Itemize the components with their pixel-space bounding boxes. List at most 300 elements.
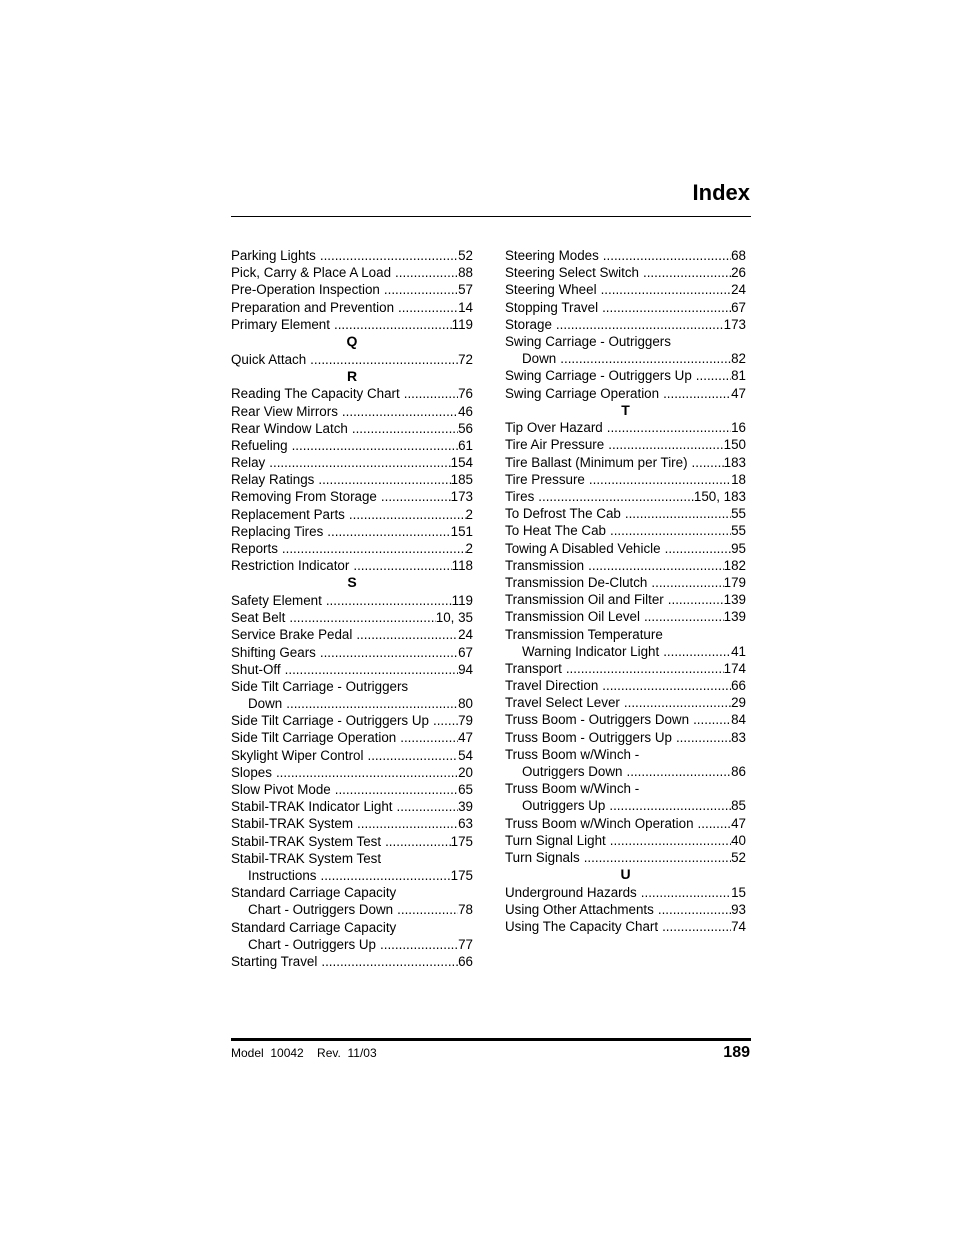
dot-leader: [356, 626, 458, 643]
index-entry-page: 52: [731, 849, 746, 865]
index-entry-page: 84: [731, 712, 746, 728]
dot-leader: [566, 660, 724, 677]
dot-leader: [384, 281, 458, 298]
index-entry-page: 86: [731, 764, 746, 780]
dot-leader: [610, 832, 731, 849]
index-entry: [505, 797, 746, 814]
index-entry-page: 88: [458, 265, 473, 281]
index-entry-label: Stopping Travel: [505, 299, 599, 315]
dot-leader: [663, 643, 731, 660]
dot-leader: [398, 299, 458, 316]
index-entry-page: 57: [458, 282, 473, 298]
index-entry-page: 65: [458, 782, 473, 798]
dot-leader: [662, 918, 731, 935]
dot-leader: [651, 574, 723, 591]
index-entry: [231, 385, 473, 402]
index-entry: [231, 592, 473, 609]
index-entry-page: 175: [450, 867, 473, 883]
index-entry-page: 68: [731, 248, 746, 263]
index-entry-label: Skylight Wiper Control: [231, 747, 364, 763]
index-entry-label: Chart - Outriggers Down: [248, 902, 394, 918]
index-entry-page: 85: [731, 798, 746, 814]
index-entry-page: 24: [731, 282, 746, 298]
index-entry-label: Down: [522, 351, 557, 367]
index-entry-label: Towing A Disabled Vehicle: [505, 540, 661, 556]
dot-leader: [609, 797, 731, 814]
index-entry: [231, 712, 473, 729]
dot-leader: [603, 247, 731, 264]
index-entry-page: 63: [458, 816, 473, 832]
index-entry: [231, 281, 473, 298]
index-entry-page: 61: [458, 437, 473, 453]
index-entry-label: Side Tilt Carriage - Outriggers: [231, 678, 409, 694]
index-entry-heading: [505, 626, 746, 643]
index-entry-page: 81: [731, 368, 746, 384]
index-entry-page: 139: [723, 592, 746, 608]
index-entry: [231, 351, 473, 368]
dot-leader: [380, 936, 458, 953]
index-entry-page: 72: [458, 351, 473, 367]
index-entry-label: Reading The Capacity Chart: [231, 386, 400, 402]
footer-model-revision: Model 10042 Rev. 11/03: [231, 1046, 377, 1060]
index-entry-label: Quick Attach: [231, 351, 307, 367]
index-entry-page: 174: [723, 660, 746, 676]
dot-leader: [538, 488, 694, 505]
index-entry-page: 150, 183: [693, 489, 746, 505]
index-entry: [505, 264, 746, 281]
index-entry-label: Steering Modes: [505, 248, 599, 263]
dot-leader: [286, 695, 458, 712]
index-entry-page: 16: [731, 420, 746, 436]
dot-leader: [318, 471, 450, 488]
index-entry-page: 175: [450, 833, 473, 849]
index-entry-page: 47: [458, 730, 473, 746]
dot-leader: [276, 764, 458, 781]
dot-leader: [349, 506, 466, 523]
index-entry-heading: [505, 746, 746, 763]
dot-leader: [663, 385, 731, 402]
index-entry-page: 26: [731, 265, 746, 281]
index-entry-heading: [231, 678, 473, 695]
index-entry-label: Warning Indicator Light: [522, 643, 660, 659]
dot-leader: [381, 488, 451, 505]
index-entry-page: 2: [465, 506, 473, 522]
dot-leader: [665, 540, 732, 557]
index-entry-label: Transmission Oil Level: [505, 609, 640, 625]
dot-leader: [668, 591, 724, 608]
index-entry-label: Outriggers Up: [522, 798, 606, 814]
index-entry: [231, 454, 473, 471]
index-entry: [231, 781, 473, 798]
index-entry-page: 2: [465, 541, 473, 556]
dot-leader: [608, 436, 723, 453]
dot-leader: [400, 729, 458, 746]
index-entry: [231, 695, 473, 712]
index-entry: [505, 677, 746, 694]
dot-leader: [320, 247, 458, 264]
index-entry: [505, 316, 746, 333]
index-entry: [231, 661, 473, 678]
index-entry: [505, 694, 746, 711]
index-entry-page: 29: [731, 695, 746, 711]
index-entry-page: 41: [731, 643, 746, 659]
index-entry-page: 67: [731, 299, 746, 315]
index-entry-page: 185: [450, 472, 473, 488]
index-entry: [505, 849, 746, 866]
index-section-letter: R: [346, 367, 358, 384]
index-entry-page: 15: [731, 884, 746, 900]
index-entry: [505, 574, 746, 591]
dot-leader: [404, 385, 458, 402]
index-entry-label: Truss Boom - Outriggers Down: [505, 712, 690, 728]
dot-leader: [589, 471, 731, 488]
index-entry-page: 94: [458, 661, 473, 677]
index-entry: [231, 264, 473, 281]
index-entry-label: Truss Boom - Outriggers Up: [505, 729, 672, 745]
dot-leader: [285, 661, 458, 678]
index-entry-page: 95: [731, 540, 746, 556]
index-entry-label: Replacement Parts: [231, 506, 345, 522]
index-entry: [231, 747, 473, 764]
index-entry-page: 119: [451, 316, 473, 332]
index-entry: [231, 247, 473, 264]
dot-leader: [607, 419, 731, 436]
dot-leader: [397, 798, 459, 815]
index-entry-label: Using Other Attachments: [505, 901, 654, 917]
index-entry-label: Replacing Tires: [231, 523, 324, 539]
index-entry-label: Starting Travel: [231, 953, 318, 969]
dot-leader: [335, 781, 458, 798]
dot-leader: [310, 351, 458, 368]
index-entry: [231, 609, 473, 626]
index-entry-label: Tires: [505, 489, 535, 505]
index-entry-label: Truss Boom w/Winch -: [505, 746, 640, 762]
index-entry: [231, 936, 473, 953]
index-entry: [505, 299, 746, 316]
index-entry: [231, 798, 473, 815]
index-entry: [505, 522, 746, 539]
index-entry-page: 173: [450, 489, 473, 505]
index-entry-label: Transport: [505, 660, 562, 676]
dot-leader: [342, 403, 458, 420]
dot-leader: [698, 815, 732, 832]
index-entry: [231, 506, 473, 523]
index-entry: [231, 403, 473, 420]
index-entry-label: Rear View Mirrors: [231, 403, 338, 419]
index-entry: [505, 832, 746, 849]
index-entry: [231, 488, 473, 505]
index-entry: [505, 918, 746, 935]
index-entry: [505, 729, 746, 746]
index-entry-page: 66: [731, 678, 746, 694]
index-entry: [505, 608, 746, 625]
index-entry-label: Underground Hazards: [505, 884, 637, 900]
dot-leader: [321, 953, 458, 970]
index-entry: [505, 471, 746, 488]
dot-leader: [644, 608, 724, 625]
index-entry-page: 83: [731, 729, 746, 745]
index-entry: [231, 626, 473, 643]
index-entry-heading: [231, 850, 473, 867]
index-entry-page: 40: [731, 832, 746, 848]
index-entry: [505, 763, 746, 780]
index-entry: [231, 644, 473, 661]
index-entry-label: Stabil-TRAK System: [231, 816, 354, 832]
index-entry-page: 55: [731, 506, 746, 522]
footer-rule: [231, 1038, 751, 1041]
index-entry-page: 74: [731, 919, 746, 935]
header-rule: [231, 216, 751, 217]
index-entry-heading: [505, 780, 746, 797]
index-entry-label: Standard Carriage Capacity: [231, 885, 397, 901]
index-entry-label: Slopes: [231, 764, 272, 780]
index-entry-label: Transmission Oil and Filter: [505, 592, 664, 608]
index-entry-label: Shifting Gears: [231, 644, 316, 660]
index-entry-label: Outriggers Down: [522, 764, 623, 780]
dot-leader: [327, 523, 450, 540]
index-entry-label: To Defrost The Cab: [505, 506, 621, 522]
index-entry-label: Removing From Storage: [231, 489, 377, 505]
dot-leader: [289, 609, 435, 626]
index-entry-label: Transmission Temperature: [505, 626, 663, 642]
index-entry-label: Down: [248, 696, 283, 712]
index-entry-label: Pre-Operation Inspection: [231, 282, 380, 298]
index-entry-label: Relay: [231, 455, 266, 471]
index-entry-page: 52: [458, 248, 473, 263]
dot-leader: [610, 522, 731, 539]
index-entry: [505, 815, 746, 832]
index-entry-heading: [231, 884, 473, 901]
index-entry-label: Steering Select Switch: [505, 265, 639, 281]
index-entry-label: Truss Boom w/Winch -: [505, 781, 640, 797]
index-column-right: [505, 247, 746, 935]
index-section-letter: Q: [346, 332, 358, 349]
dot-leader: [556, 316, 724, 333]
index-entry: [505, 591, 746, 608]
dot-leader: [601, 281, 732, 298]
index-entry-label: Side Tilt Carriage Operation: [231, 730, 397, 746]
index-entry: [231, 437, 473, 454]
dot-leader: [625, 505, 731, 522]
dot-leader: [320, 867, 450, 884]
index-entry-label: Preparation and Prevention: [231, 299, 395, 315]
index-entry-page: 55: [731, 523, 746, 539]
index-entry-label: Stabil-TRAK Indicator Light: [231, 799, 393, 815]
index-entry-label: Tire Ballast (Minimum per Tire): [505, 454, 688, 470]
index-entry-label: Using The Capacity Chart: [505, 919, 659, 935]
index-entry-label: Tip Over Hazard: [505, 420, 603, 436]
index-entry: [505, 247, 746, 264]
index-entry-label: Stabil-TRAK System Test: [231, 833, 382, 849]
index-entry-label: Truss Boom w/Winch Operation: [505, 815, 694, 831]
index-entry: [231, 523, 473, 540]
index-entry-page: 173: [723, 316, 746, 332]
index-entry-label: Swing Carriage - Outriggers Up: [505, 368, 692, 384]
dot-leader: [641, 884, 731, 901]
index-entry-label: Tire Air Pressure: [505, 437, 605, 453]
index-entry-label: Safety Element: [231, 592, 322, 608]
index-entry: [231, 953, 473, 970]
index-entry: [505, 454, 746, 471]
index-entry: [231, 833, 473, 850]
dot-leader: [584, 849, 731, 866]
index-entry: [231, 867, 473, 884]
index-entry: [505, 884, 746, 901]
index-entry: [231, 299, 473, 316]
index-section-letter: S: [347, 574, 357, 591]
index-entry-page: 139: [723, 609, 746, 625]
index-entry-label: Primary Element: [231, 316, 330, 332]
index-entry-page: 66: [458, 953, 473, 969]
index-entry: [231, 420, 473, 437]
index-entry-page: 80: [458, 696, 473, 712]
dot-leader: [292, 437, 459, 454]
index-entry-label: Standard Carriage Capacity: [231, 919, 397, 935]
dot-leader: [320, 644, 458, 661]
index-entry-page: 77: [458, 936, 473, 952]
index-entry: [505, 419, 746, 436]
index-section-letter: T: [621, 401, 630, 418]
index-entry: [231, 764, 473, 781]
index-entry-page: 56: [458, 420, 473, 436]
index-entry-page: 118: [451, 558, 473, 574]
index-entry-page: 14: [458, 299, 473, 315]
dot-leader: [560, 350, 731, 367]
index-entry: [231, 557, 473, 574]
index-entry-label: Turn Signals: [505, 849, 580, 865]
dot-leader: [624, 694, 731, 711]
index-section-letter: U: [620, 866, 631, 883]
index-entry-page: 182: [723, 557, 746, 573]
index-entry-label: Transmission De-Clutch: [505, 574, 648, 590]
index-entry-page: 151: [450, 523, 473, 539]
index-entry-label: Instructions: [248, 867, 317, 883]
index-entry: [231, 901, 473, 918]
index-entry: [231, 316, 473, 333]
index-entry-page: 18: [731, 471, 746, 487]
dot-leader: [385, 833, 451, 850]
index-entry-page: 82: [731, 351, 746, 367]
index-entry-label: Travel Select Lever: [505, 695, 620, 711]
index-entry-heading: [231, 919, 473, 936]
index-entry-label: Stabil-TRAK System Test: [231, 850, 382, 866]
index-entry-page: 47: [731, 815, 746, 831]
index-entry-page: 150: [723, 437, 746, 453]
index-entry-label: Storage: [505, 316, 552, 332]
index-entry-label: Parking Lights: [231, 248, 316, 263]
dot-leader: [367, 747, 458, 764]
index-entry-label: Turn Signal Light: [505, 832, 606, 848]
index-entry-page: 76: [458, 386, 473, 402]
dot-leader: [626, 763, 731, 780]
dot-leader: [334, 316, 452, 333]
dot-leader: [395, 264, 458, 281]
index-entry-label: Service Brake Pedal: [231, 627, 353, 643]
dot-leader: [357, 815, 458, 832]
index-entry: [505, 901, 746, 918]
dot-leader: [282, 540, 466, 557]
page-number: 189: [723, 1044, 750, 1061]
index-entry-page: 10, 35: [435, 610, 473, 626]
index-entry: [231, 471, 473, 488]
index-entry-label: Pick, Carry & Place A Load: [231, 265, 392, 281]
index-column-left: [231, 247, 473, 970]
index-entry-label: Swing Carriage Operation: [505, 385, 660, 401]
index-entry-page: 39: [458, 799, 473, 815]
index-entry-page: 20: [458, 764, 473, 780]
index-entry-page: 79: [458, 713, 473, 729]
dot-leader: [602, 299, 731, 316]
index-entry-page: 119: [451, 592, 473, 608]
index-entry: [505, 488, 746, 505]
dot-leader: [352, 420, 458, 437]
dot-leader: [353, 557, 451, 574]
index-entry: [505, 711, 746, 728]
index-entry: [505, 643, 746, 660]
index-entry-label: Relay Ratings: [231, 472, 315, 488]
index-entry-label: To Heat The Cab: [505, 523, 606, 539]
index-entry-label: Travel Direction: [505, 678, 599, 694]
index-entry: [505, 660, 746, 677]
index-entry-page: 183: [723, 454, 746, 470]
dot-leader: [588, 557, 724, 574]
page-title: Index: [692, 180, 750, 205]
index-entry-page: 47: [731, 385, 746, 401]
index-entry-label: Slow Pivot Mode: [231, 782, 331, 798]
dot-leader: [643, 264, 731, 281]
dot-leader: [658, 901, 731, 918]
dot-leader: [433, 712, 458, 729]
index-entry-page: 46: [458, 403, 473, 419]
index-entry-page: 67: [458, 644, 473, 660]
index-entry-label: Shut-Off: [231, 661, 281, 677]
index-entry-label: Chart - Outriggers Up: [248, 936, 376, 952]
dot-leader: [397, 901, 458, 918]
index-entry: [505, 436, 746, 453]
index-entry: [505, 350, 746, 367]
dot-leader: [676, 729, 731, 746]
index-entry-label: Transmission: [505, 557, 585, 573]
index-entry: [505, 367, 746, 384]
index-entry-page: 154: [450, 455, 473, 471]
index-entry: [505, 385, 746, 402]
index-entry-label: Rear Window Latch: [231, 420, 348, 436]
index-entry: [231, 540, 473, 557]
dot-leader: [269, 454, 450, 471]
dot-leader: [692, 454, 724, 471]
index-entry-page: 78: [458, 902, 473, 918]
dot-leader: [696, 367, 731, 384]
index-entry-page: 24: [458, 627, 473, 643]
index-entry-label: Steering Wheel: [505, 282, 597, 298]
index-entry-page: 93: [731, 901, 746, 917]
index-entry-label: Reports: [231, 541, 278, 556]
index-entry-page: 179: [723, 574, 746, 590]
index-entry: [505, 557, 746, 574]
dot-leader: [693, 711, 731, 728]
index-entry: [505, 540, 746, 557]
index-entry: [231, 729, 473, 746]
index-entry: [231, 815, 473, 832]
index-entry-label: Tire Pressure: [505, 471, 585, 487]
index-entry: [505, 281, 746, 298]
index-entry-label: Swing Carriage - Outriggers: [505, 333, 671, 349]
dot-leader: [602, 677, 731, 694]
index-entry-label: Side Tilt Carriage - Outriggers Up: [231, 713, 429, 729]
index-entry-label: Refueling: [231, 437, 288, 453]
index-entry-label: Restriction Indicator: [231, 558, 350, 574]
index-entry-label: Seat Belt: [231, 610, 286, 626]
